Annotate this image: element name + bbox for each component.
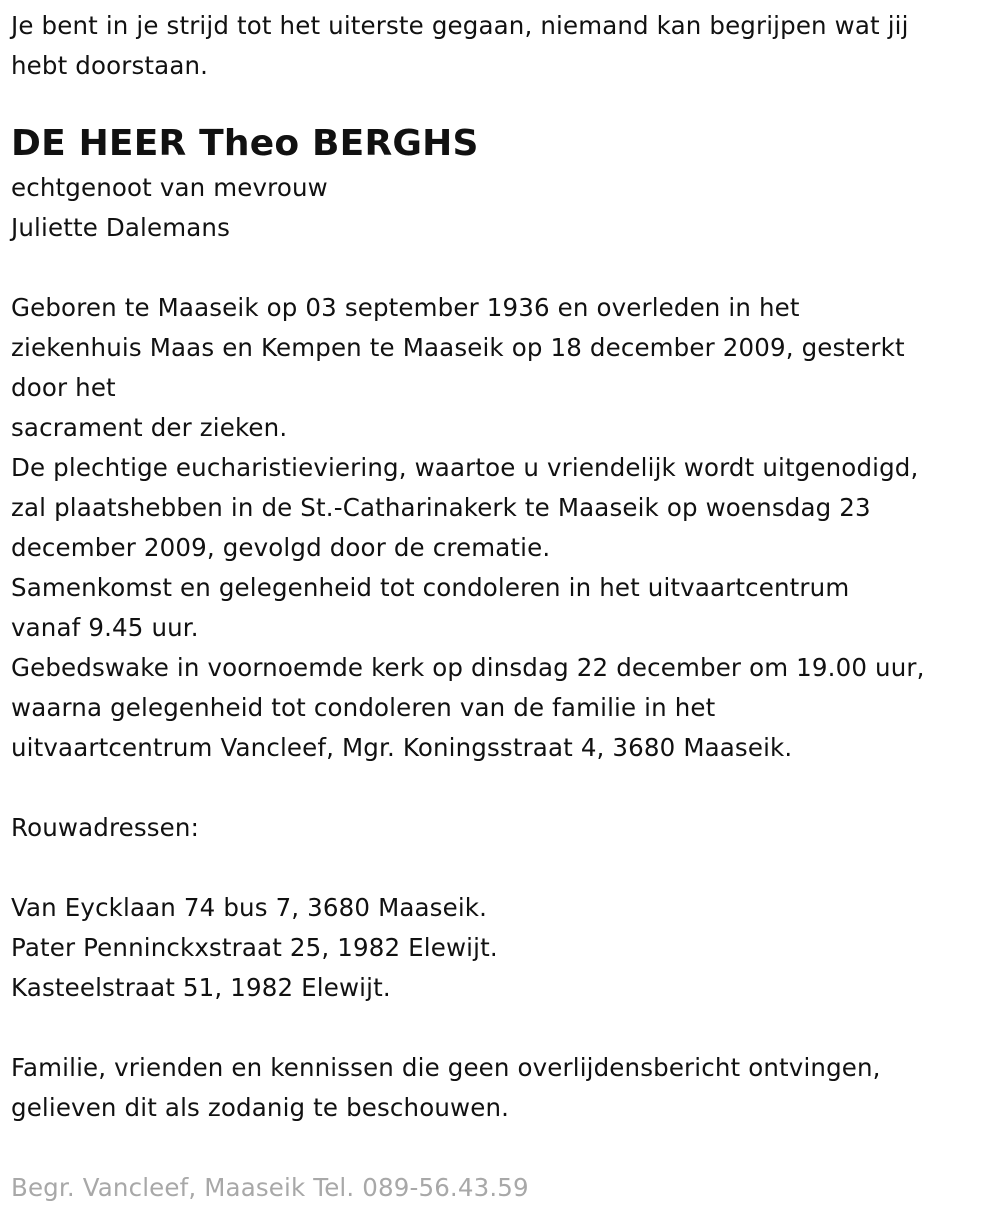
addresses-list — [11, 888, 996, 1008]
spouse-info — [11, 168, 996, 248]
spacer — [11, 1008, 996, 1048]
details-line: sacrament der zieken. — [11, 413, 288, 442]
details-line: door het — [11, 373, 116, 402]
deceased-name: DE HEER Theo BERGHS — [11, 123, 479, 164]
spacer — [11, 1128, 996, 1168]
details-line: december 2009, gevolgd door de crematie. — [11, 533, 551, 562]
address-line: Kasteelstraat 51, 1982 Elewijt. — [11, 973, 391, 1002]
closing-paragraph — [11, 1048, 996, 1128]
spouse-line: Juliette Dalemans — [11, 213, 230, 242]
details-line: waarna gelegenheid tot condoleren van de familie in het — [11, 693, 716, 722]
addresses-heading: Rouwadressen: — [11, 813, 199, 842]
address-line: Pater Penninckxstraat 25, 1982 Elewijt. — [11, 933, 498, 962]
obituary-notice — [11, 0, 996, 1208]
intro-quote — [11, 0, 996, 86]
details-line: De plechtige eucharistieviering, waartoe u vriendelijk wordt uitgenodigd, — [11, 453, 919, 482]
intro-line: Je bent in je strijd tot het uiterste gegaan, niemand kan begrijpen wat jij — [11, 11, 909, 40]
closing-line: gelieven dit als zodanig te beschouwen. — [11, 1093, 510, 1122]
closing-line: Familie, vrienden en kennissen die geen overlijdensbericht ontvingen, — [11, 1053, 881, 1082]
spouse-line: echtgenoot van mevrouw — [11, 173, 328, 202]
details-line: uitvaartcentrum Vancleef, Mgr. Koningsstraat 4, 3680 Maaseik. — [11, 733, 793, 762]
spacer — [11, 848, 996, 888]
details-line: Gebedswake in voornoemde kerk op dinsdag 22 december om 19.00 uur, — [11, 653, 925, 682]
details-line: Samenkomst en gelegenheid tot condoleren in het uitvaartcentrum — [11, 573, 850, 602]
intro-line: hebt doorstaan. — [11, 51, 209, 80]
details-line: zal plaatshebben in de St.-Catharinakerk te Maaseik op woensdag 23 — [11, 493, 871, 522]
spacer — [11, 248, 996, 288]
address-line: Van Eycklaan 74 bus 7, 3680 Maaseik. — [11, 893, 488, 922]
details-line: vanaf 9.45 uur. — [11, 613, 199, 642]
details-line: Geboren te Maaseik op 03 september 1936 en overleden in het — [11, 293, 800, 322]
details-line: ziekenhuis Maas en Kempen te Maaseik op 18 december 2009, gesterkt — [11, 333, 905, 362]
spacer — [11, 768, 996, 808]
funeral-home-footer: Begr. Vancleef, Maaseik Tel. 089-56.43.59 — [11, 1173, 529, 1202]
details-paragraph — [11, 288, 996, 768]
